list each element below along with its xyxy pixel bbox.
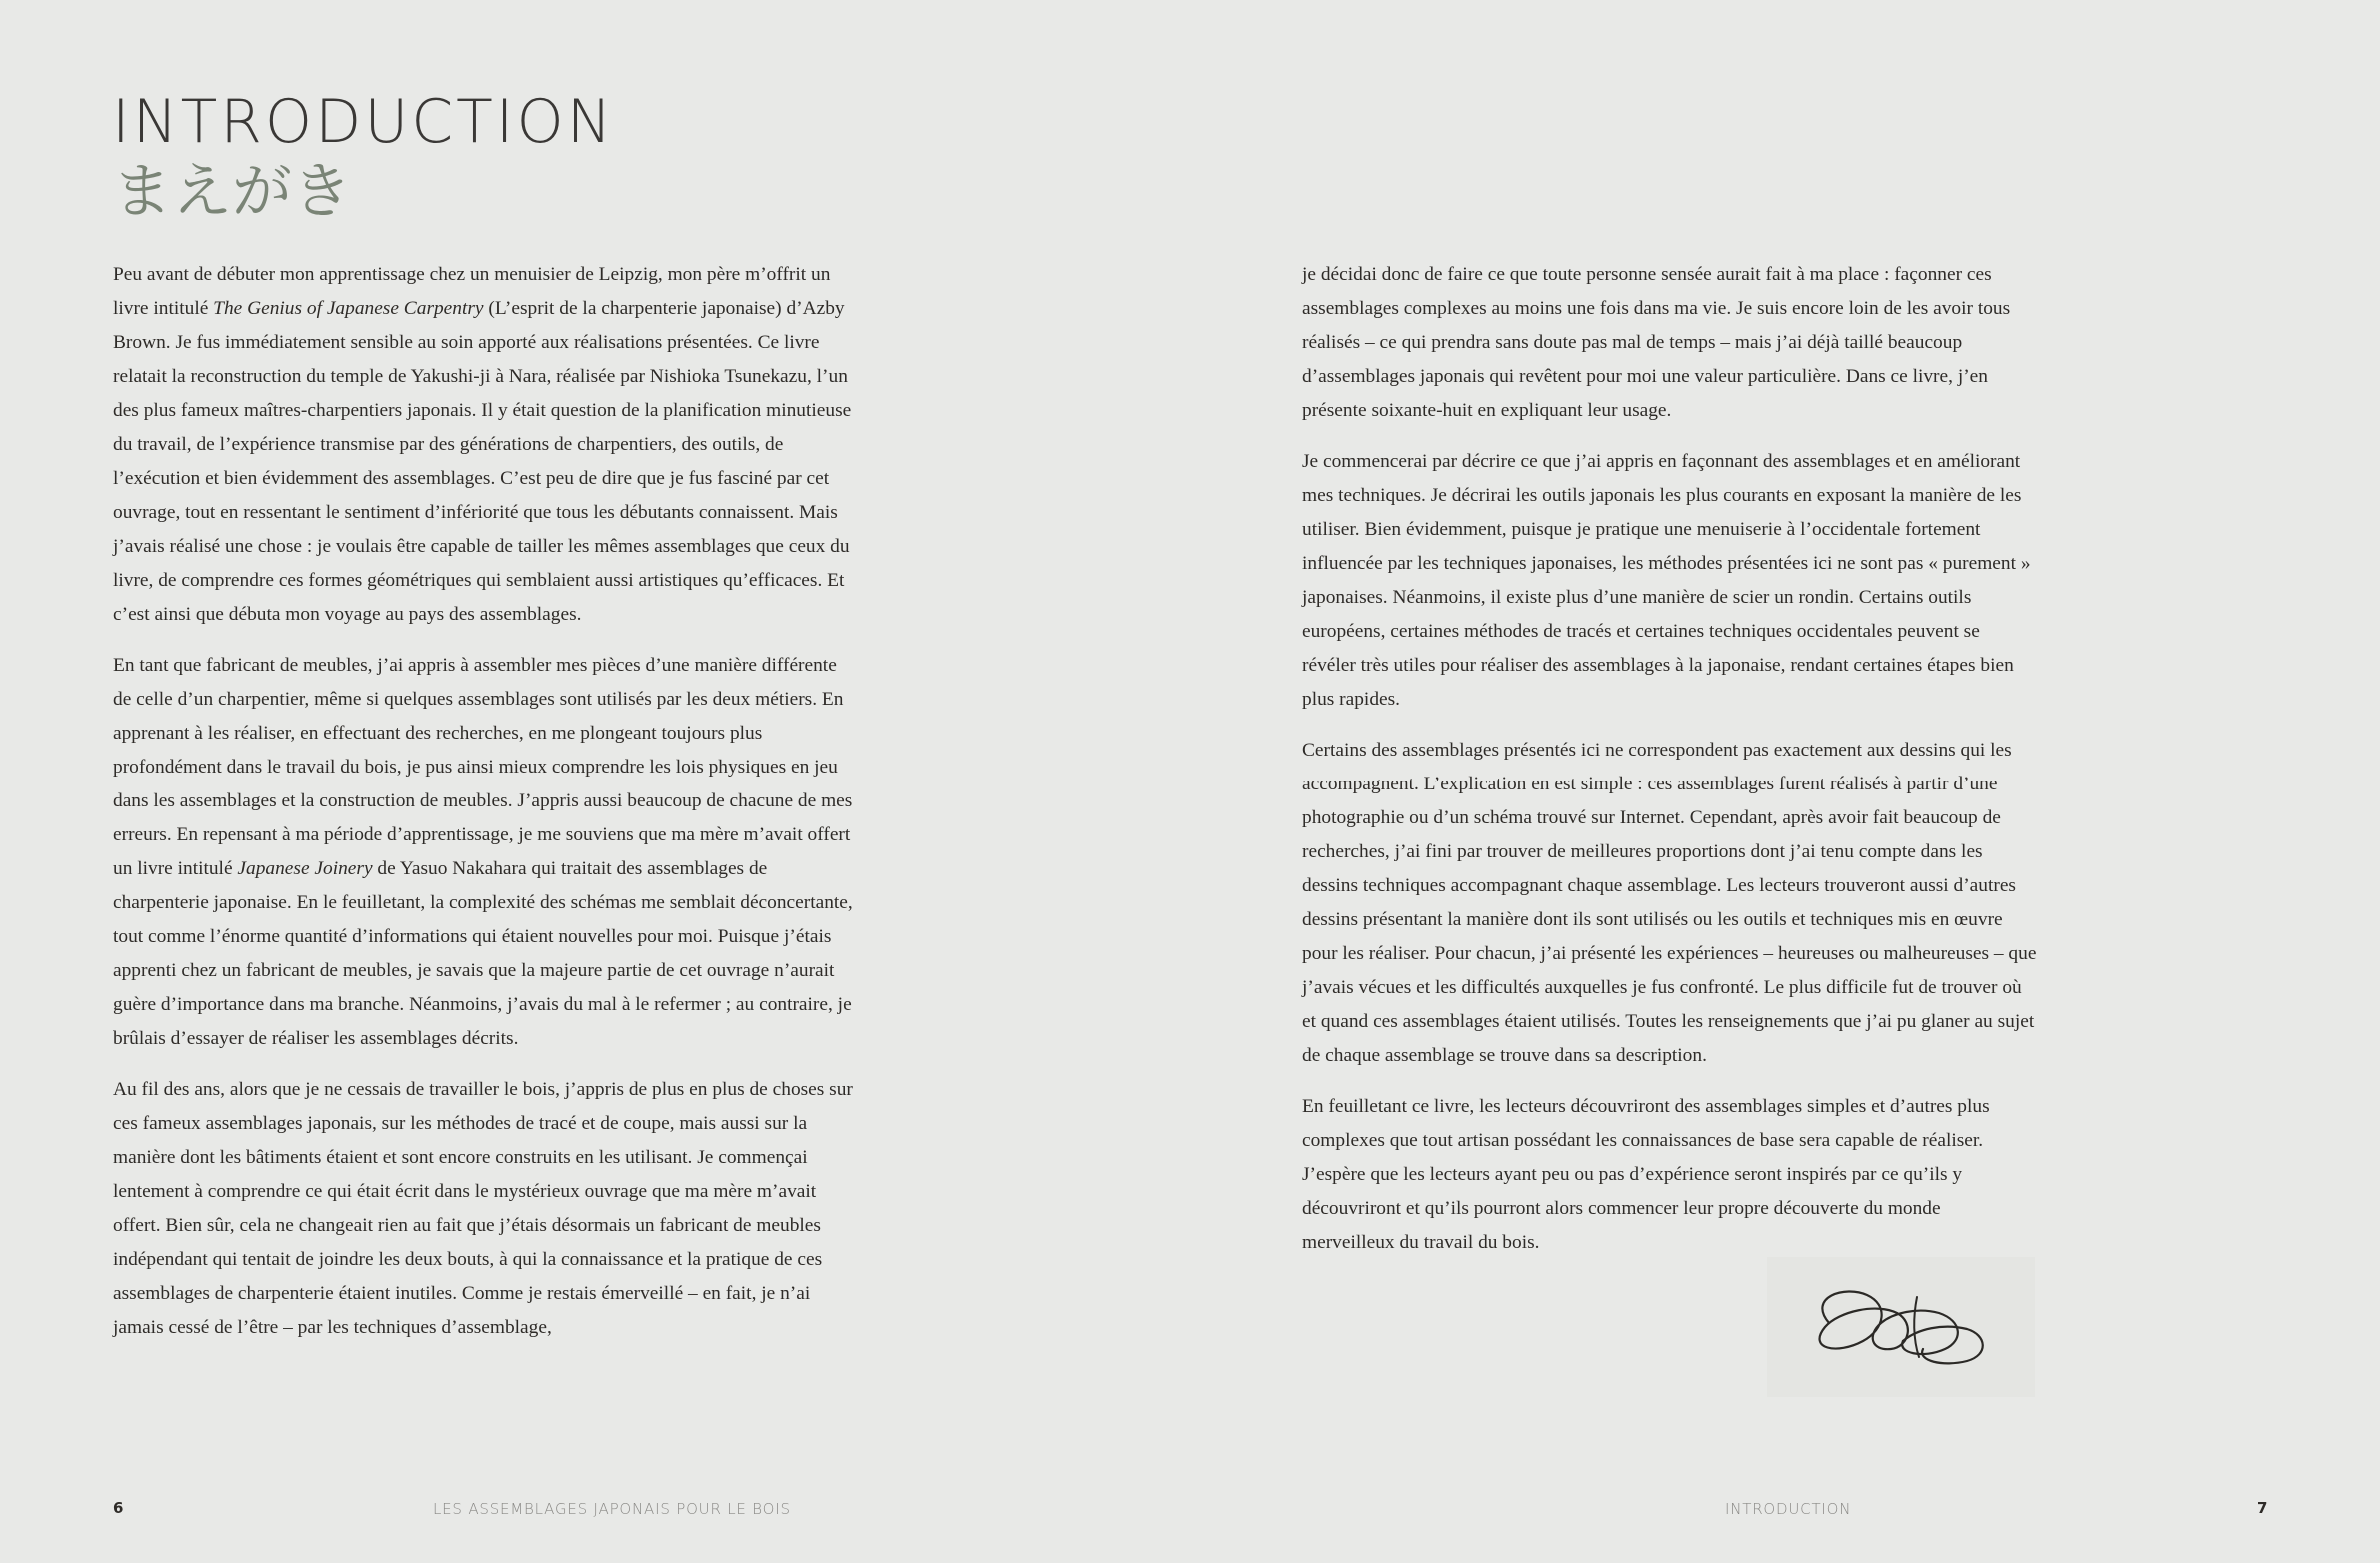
paragraph: Certains des assemblages présentés ici ne correspondent pas exactement aux dessins qui les accompagnent. L’explication en est simple : ces assemblages furent réalisés à partir d’une photographie ou d’un schéma trouvé sur Internet. Cependant, après avoir fait beaucoup de recherches, j’ai fini par trouver de meilleures proportions dont j’ai tenu compte dans les dessins techniques accompagnant chaque assemblage. Les lecteurs trouveront aussi d’autres dessins présentant la manière dont ils sont utilisés ou les outils et techniques mis en œuvre pour les réaliser. Pour chacun, j’ai présenté les expériences – heureuses ou malheureuses – que j’avais vécues et les difficultés auxquelles je fus confronté. Le plus difficile fut de trouver où et quand ces assemblages étaient utilisés. Toutes les renseignements que j’ai pu glaner au sujet de chaque assemblage se trouve dans sa description.: [1302, 740, 2037, 1066]
page-number-right: 7: [2257, 1499, 2268, 1517]
running-head-left: LES ASSEMBLAGES JAPONAIS POUR LE BOIS: [433, 1500, 791, 1518]
page-title: INTRODUCTION: [112, 87, 615, 157]
right-text-column: [1302, 258, 2037, 1277]
paragraph: Au fil des ans, alors que je ne cessais de travailler le bois, j’appris de plus en plus de choses sur ces fameux assemblages japonais, sur les méthodes de tracé et de coupe, mais aussi sur la manière dont les bâtiments étaient et sont encore construits en les utilisant. Je commençai lentement à comprendre ce qui était écrit dans le mystérieux ouvrage que ma mère m’avait offert. Bien sûr, cela ne changeait rien au fait que j’étais désormais un fabricant de meubles indépendant qui tentait de joindre les deux bouts, à qui la connaissance et la pratique de ces assemblages de charpenterie étaient inutiles. Comme je restais émerveillé – en fait, je n’ai jamais cessé de l’être – par les techniques d’assemblage,: [113, 1079, 853, 1338]
paragraph: Je commencerai par décrire ce que j’ai appris en façonnant des assemblages et en améliorant mes techniques. Je décrirai les outils japonais les plus courants en exposant la manière de les utiliser. Bien évidemment, puisque je pratique une menuiserie à l’occidentale fortement influencée par les techniques japonaises, les méthodes présentées ici ne sont pas « purement » japonaises. Néanmoins, il existe plus d’une manière de scier un rondin. Certains outils européens, certaines méthodes de tracés et certaines techniques occidentales peuvent se révéler très utiles pour réaliser des assemblages à la japonaise, rendant certaines étapes bien plus rapides.: [1302, 451, 2031, 710]
paragraph: je décidai donc de faire ce que toute personne sensée aurait fait à ma place : façonner ces assemblages complexes au moins une fois dans ma vie. Je suis encore loin de les avoir tous réalisés – ce qui prendra sans doute pas mal de temps – mais j’ai déjà taillé beaucoup d’assemblages japonais qui revêtent pour moi une valeur particulière. Dans ce livre, j’en présente soixante-huit en expliquant leur usage.: [1302, 264, 2011, 421]
japanese-subtitle: まえがき: [112, 157, 352, 227]
book-title: Japanese Joinery: [237, 858, 373, 879]
paragraph: Peu avant de débuter mon apprentissage chez un menuisier de Leipzig, mon père m’offrit un livre intitulé The Genius of Japanese Carpentry (L’esprit de la charpenterie japonaise) d’Azby Brown. Je fus immédiatement sensible au soin apporté aux réalisations présentées. Ce livre relatait la reconstruction du temple de Yakushi-ji à Nara, réalisée par Nishioka Tsunekazu, l’un des plus fameux maîtres-charpentiers japonais. Il y était question de la planification minutieuse du travail, de l’expérience transmise par des générations de charpentiers, des outils, de l’exécution et bien évidemment des assemblages. C’est peu de dire que je fus fasciné par cet ouvrage, tout en ressentant le sentiment d’infériorité que tous les débutants connaissent. Mais j’avais réalisé une chose : je voulais être capable de tailler les mêmes assemblages que ceux du livre, de comprendre ces formes géométriques qui semblaient aussi artistiques qu’efficaces. Et c’est ainsi que débuta mon voyage au pays des assemblages.: [113, 264, 852, 625]
signature-icon: [1767, 1257, 2035, 1397]
page-number-left: 6: [113, 1499, 124, 1517]
paragraph: En feuilletant ce livre, les lecteurs découvriront des assemblages simples et d’autres plus complexes que tout artisan possédant les connaissances de base sera capable de réaliser. J’espère que les lecteurs ayant peu ou pas d’expérience seront inspirés par ce qu’ils y découvriront et qu’ils pourront alors commencer leur propre découverte du monde merveilleux du travail du bois.: [1302, 1096, 1990, 1253]
paragraph: En tant que fabricant de meubles, j’ai appris à assembler mes pièces d’une manière différente de celle d’un charpentier, même si quelques assemblages sont utilisés par les deux métiers. En apprenant à les réaliser, en effectuant des recherches, en me plongeant toujours plus profondément dans le travail du bois, je pus ainsi mieux comprendre les lois physiques en jeu dans les assemblages et la construction de meubles. J’appris aussi beaucoup de chacune de mes erreurs. En repensant à ma période d’apprentissage, je me souviens que ma mère m’avait offert un livre intitulé Japanese Joinery de Yasuo Nakahara qui traitait des assemblages de charpenterie japonaise. En le feuilletant, la complexité des schémas me semblait déconcertante, tout comme l’énorme quantité d’informations qui étaient nouvelles pour moi. Puisque j’étais apprenti chez un fabricant de meubles, je savais que la majeure partie de cet ouvrage n’aurait guère d’importance dans ma branche. Néanmoins, j’avais du mal à le refermer ; au contraire, je brûlais d’essayer de réaliser les assemblages décrits.: [113, 655, 853, 1049]
left-text-column: [113, 258, 853, 1362]
book-title: The Genius of Japanese Carpentry: [213, 298, 484, 319]
running-head-right: INTRODUCTION: [1725, 1500, 1852, 1518]
